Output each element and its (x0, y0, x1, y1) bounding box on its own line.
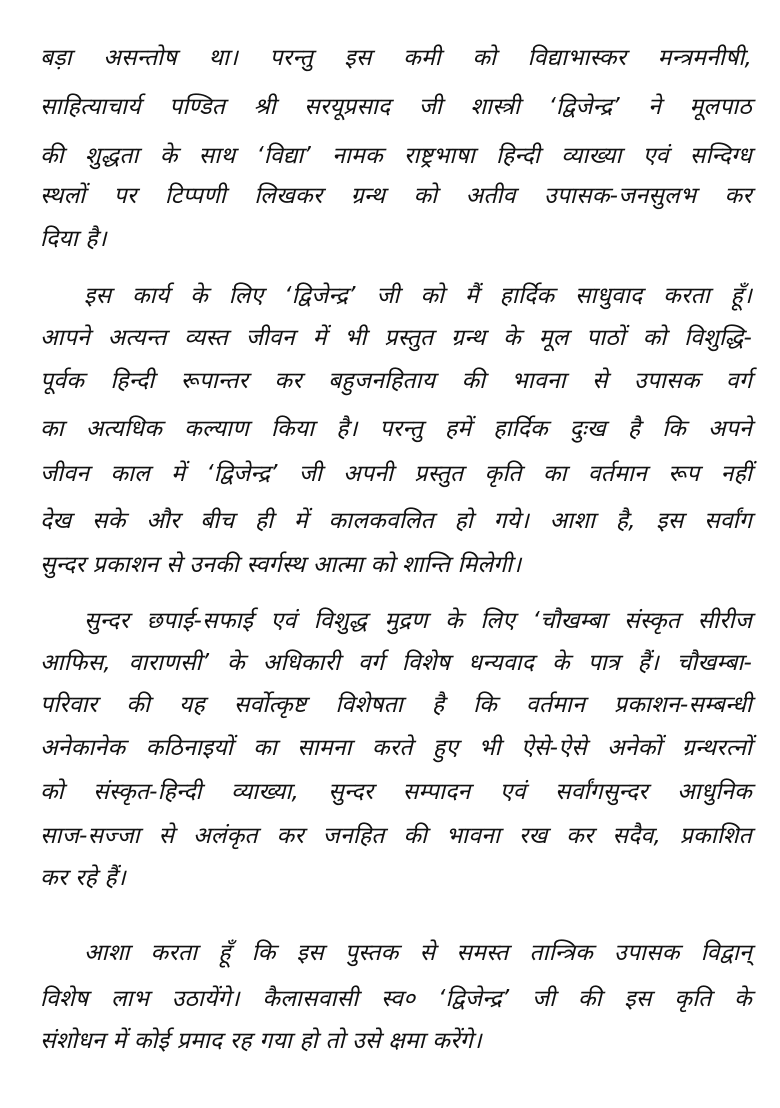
document-page (40, 0, 752, 1108)
text-line: आफिस, वाराणसी’ के अधिकारी वर्ग विशेष धन्यवाद के पात्र हैं। चौखम्बा- (40, 650, 752, 676)
text-line: जीवन काल में ‘द्विजेन्द्र’ जी अपनी प्रस्तुत कृति का वर्तमान रूप नहीं (40, 461, 752, 487)
text-line: दिया है। (40, 226, 107, 252)
text-line: अनेकानेक कठिनाइयों का सामना करते हुए भी ऐसे-ऐसे अनेकों ग्रन्थरत्नों (40, 735, 752, 761)
text-line: स्थलों पर टिप्पणी लिखकर ग्रन्थ को अतीव उपासक-जनसुलभ कर (40, 183, 752, 209)
text-line: इस कार्य के लिए ‘द्विजेन्द्र’ जी को मैं हार्दिक साधुवाद करता हूँ। (84, 283, 752, 309)
text-line: साज-सज्जा से अलंकृत कर जनहित की भावना रख कर सदैव, प्रकाशित (40, 823, 752, 849)
text-line: सुन्दर प्रकाशन से उनकी स्वर्गस्थ आत्मा को शान्ति मिलेगी। (40, 552, 522, 578)
text-line: विशेष लाभ उठायेंगे। कैलासवासी स्व० ‘द्विजेन्द्र’ जी की इस कृति के (40, 986, 752, 1012)
text-line: संशोधन में कोई प्रमाद रह गया हो तो उसे क्षमा करेंगे। (40, 1028, 482, 1054)
text-line: बड़ा असन्तोष था। परन्तु इस कमी को विद्याभास्कर मन्त्रमनीषी, (40, 45, 752, 71)
text-line: आपने अत्यन्त व्यस्त जीवन में भी प्रस्तुत ग्रन्थ के मूल पाठों को विशुद्धि- (40, 325, 752, 351)
text-line: साहित्याचार्य पण्डित श्री सरयूप्रसाद जी शास्त्री ‘द्विजेन्द्र’ ने मूलपाठ (40, 94, 752, 120)
text-line: देख सके और बीच ही में कालकवलित हो गये। आशा है, इस सर्वांग (40, 508, 752, 534)
text-line: का अत्यधिक कल्याण किया है। परन्तु हमें हार्दिक दुःख है कि अपने (40, 416, 752, 442)
text-line: परिवार की यह सर्वोत्कृष्ट विशेषता है कि वर्तमान प्रकाशन-सम्बन्धी (40, 692, 752, 718)
text-line: पूर्वक हिन्दी रूपान्तर कर बहुजनहिताय की भावना से उपासक वर्ग (40, 368, 752, 394)
text-line: सुन्दर छपाई-सफाई एवं विशुद्ध मुद्रण के लिए ‘चौखम्बा संस्कृत सीरीज (84, 608, 752, 634)
text-line: कर रहे हैं। (40, 865, 126, 891)
text-line: को संस्कृत-हिन्दी व्याख्या, सुन्दर सम्पादन एवं सर्वांगसुन्दर आधुनिक (40, 779, 752, 805)
text-line: की शुद्धता के साथ ‘विद्या’ नामक राष्ट्रभाषा हिन्दी व्याख्या एवं सन्दिग्ध (40, 143, 752, 169)
text-line: आशा करता हूँ कि इस पुस्तक से समस्त तान्त्रिक उपासक विद्वान् (84, 940, 752, 966)
